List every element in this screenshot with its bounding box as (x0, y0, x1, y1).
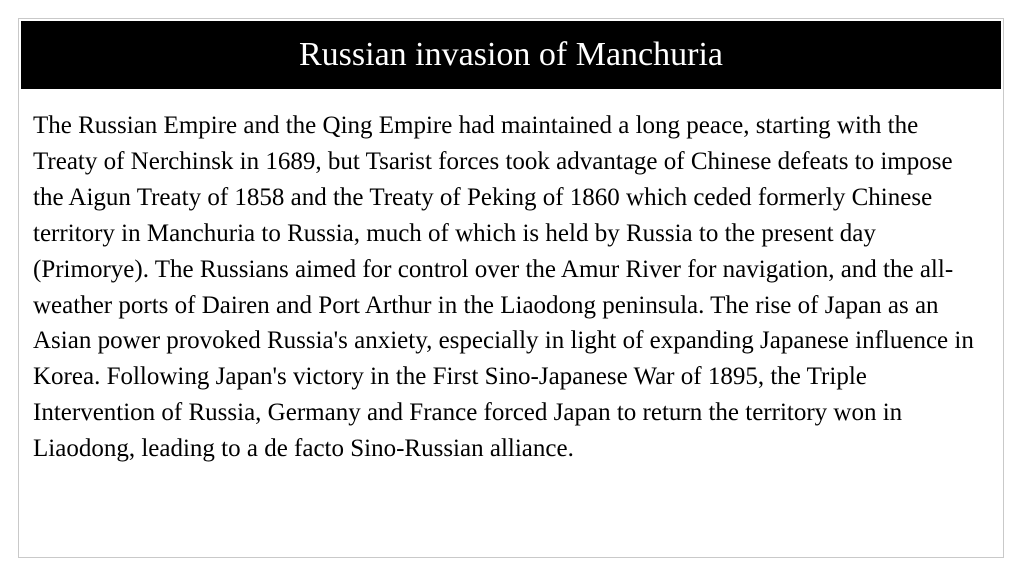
title-bar (21, 21, 1001, 89)
slide-body-text: The Russian Empire and the Qing Empire had maintained a long peace, starting with the Treaty of Nerchinsk in 1689, but Tsarist forces took advantage of Chinese defeats to impose the Aigun Treaty of 1858 and the Treaty of Peking of 1860 which ceded formerly Chinese territory in Manchuria to Russia, much of which is held by Russia to the present day (Primorye). The Russians aimed for control over the Amur River for navigation, and the all-weather ports of Dairen and Port Arthur in the Liaodong peninsula. The rise of Japan as an Asian power provoked Russia's anxiety, especially in light of expanding Japanese influence in Korea. Following Japan's victory in the First Sino-Japanese War of 1895, the Triple Intervention of Russia, Germany and France forced Japan to return the territory won in Liaodong, leading to a de facto Sino-Russian alliance. (33, 112, 974, 463)
slide (18, 18, 1004, 558)
slide-title: Russian invasion of Manchuria (299, 36, 723, 73)
